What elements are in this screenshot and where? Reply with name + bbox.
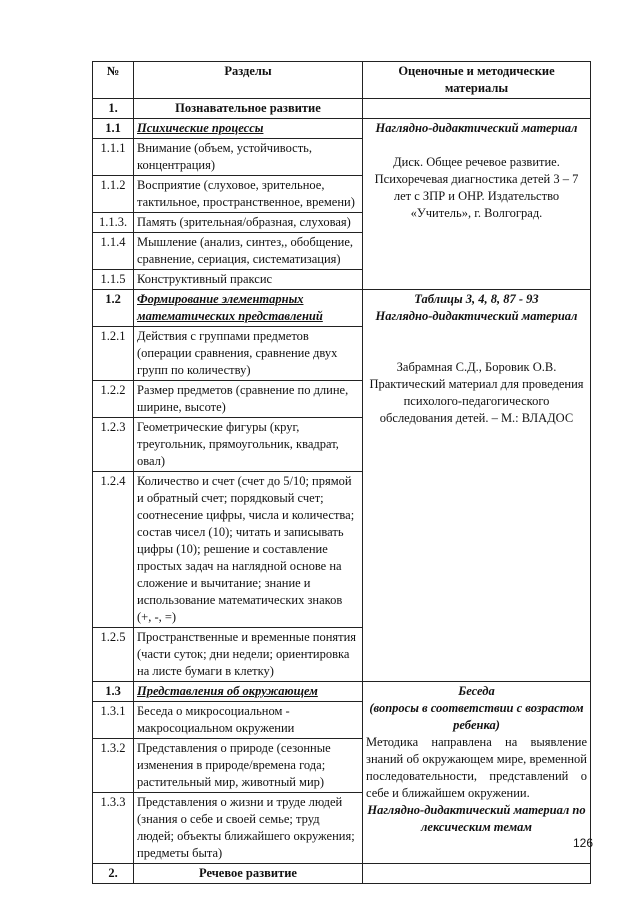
materials-1-2-tables: Таблицы 3, 4, 8, 87 - 93	[414, 292, 539, 306]
row-text: Беседа о микросоциальном - макросоциальном окружении	[134, 702, 363, 739]
row-text: Количество и счет (счет до 5/10; прямой и обратный счет; порядковый счет; соотнесение цифры, числа и количества; состав чисел (10); читать и записывать цифры (10); решение и составление простых задач на наглядной основе на сложение и вычитание; знание и использование математических знаков (+, -, =)	[134, 472, 363, 628]
row-num: 1.3.2	[93, 739, 134, 793]
subsection-1-1-title: Психические процессы	[134, 119, 363, 139]
empty-cell	[363, 99, 591, 119]
subsection-1-1-num: 1.1	[93, 119, 134, 139]
row-text: Представления о жизни и труде людей (знания о себе и своей семье; труд людей; объекты ближайшего окружения; предметы быта)	[134, 793, 363, 864]
section-row	[93, 99, 591, 119]
row-num: 1.1.1	[93, 139, 134, 176]
row-num: 1.3.1	[93, 702, 134, 739]
header-materials: Оценочные и методические материалы	[363, 62, 591, 99]
materials-1-1-title: Наглядно-дидактический материал	[375, 121, 578, 135]
materials-1-1-text: Диск. Общее речевое развитие. Психоречевая диагностика детей 3 – 7 лет с ЗПР и ОНР. Издательство «Учитель», г. Волгоград.	[374, 155, 579, 220]
section-row	[93, 864, 591, 884]
subsection-1-2-title: Формирование элементарных математических представлений	[134, 290, 363, 327]
row-num: 1.2.3	[93, 418, 134, 472]
section-1-num: 1.	[93, 99, 134, 119]
subsection-1-3-num: 1.3	[93, 682, 134, 702]
row-num: 1.2.2	[93, 381, 134, 418]
row-num: 1.1.3.	[93, 213, 134, 233]
row-text: Внимание (объем, устойчивость, концентрация)	[134, 139, 363, 176]
subsection-row	[93, 119, 591, 139]
section-2-num: 2.	[93, 864, 134, 884]
subsection-row	[93, 682, 591, 702]
materials-1-1	[363, 119, 591, 290]
header-sections: Разделы	[134, 62, 363, 99]
row-text: Размер предметов (сравнение по длине, ширине, высоте)	[134, 381, 363, 418]
section-1-title: Познавательное развитие	[134, 99, 363, 119]
header-num: №	[93, 62, 134, 99]
subsection-row	[93, 290, 591, 327]
materials-1-3-title: Наглядно-дидактический материал по лексическим темам	[367, 803, 586, 834]
subsection-1-3-title: Представления об окружающем	[134, 682, 363, 702]
materials-1-3-beseda: Беседа	[458, 684, 495, 698]
row-text: Мышление (анализ, синтез,, обобщение, сравнение, сериация, систематизация)	[134, 233, 363, 270]
section-2-title: Речевое развитие	[134, 864, 363, 884]
row-num: 1.2.4	[93, 472, 134, 628]
materials-1-2-title: Наглядно-дидактический материал	[375, 309, 578, 323]
row-num: 1.1.4	[93, 233, 134, 270]
subsection-1-2-num: 1.2	[93, 290, 134, 327]
materials-1-2	[363, 290, 591, 682]
row-num: 1.2.5	[93, 628, 134, 682]
row-text: Представления о природе (сезонные изменения в природе/времена года; растительный мир, животный мир)	[134, 739, 363, 793]
row-num: 1.1.2	[93, 176, 134, 213]
materials-1-3	[363, 682, 594, 864]
row-text: Память (зрительная/образная, слуховая)	[134, 213, 363, 233]
row-text: Конструктивный праксис	[134, 270, 363, 290]
materials-1-2-text: Забрамная С.Д., Боровик О.В. Практический материал для проведения психолого-педагогического обследования детей. – М.: ВЛАДОС	[369, 360, 584, 425]
empty-cell	[363, 864, 591, 884]
row-num: 1.1.5	[93, 270, 134, 290]
page-number: 126	[573, 836, 594, 850]
row-text: Действия с группами предметов (операции сравнения, сравнение двух групп по количеству)	[134, 327, 363, 381]
assessment-table	[92, 61, 594, 884]
materials-1-3-text: Методика направлена на выявление знаний об окружающем мире, временной последовательности, представлений о себе и ближайшем окружении.	[366, 735, 587, 800]
row-text: Восприятие (слуховое, зрительное, тактильное, пространственное, времени)	[134, 176, 363, 213]
row-num: 1.2.1	[93, 327, 134, 381]
row-text: Геометрические фигуры (круг, треугольник, прямоугольник, квадрат, овал)	[134, 418, 363, 472]
row-num: 1.3.3	[93, 793, 134, 864]
materials-1-3-note: (вопросы в соответствии с возрастом ребенка)	[369, 701, 584, 732]
row-text: Пространственные и временные понятия (части суток; дни недели; ориентировка на листе бумаги в клетку)	[134, 628, 363, 682]
header-row	[93, 62, 591, 99]
